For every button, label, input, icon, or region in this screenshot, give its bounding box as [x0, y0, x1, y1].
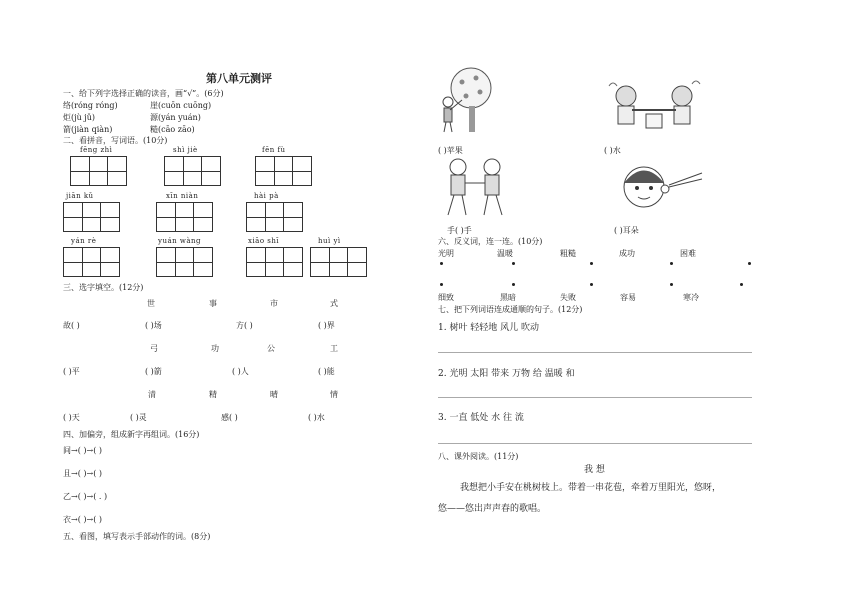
- writing-grid[interactable]: [246, 247, 303, 277]
- reading-item: 箭(jiàn qiàn): [63, 125, 113, 134]
- writing-grid[interactable]: [164, 156, 221, 186]
- pinyin-label: yán rè: [71, 237, 97, 245]
- fill-blank[interactable]: 感( ): [221, 413, 238, 422]
- poem-line: 悠——悠出声声春的歌唱。: [438, 504, 547, 514]
- fill-blank[interactable]: ( )平: [63, 367, 80, 376]
- fill-blank[interactable]: ( )灵: [130, 413, 147, 422]
- picture-caption[interactable]: ( )水: [604, 146, 621, 155]
- match-dot[interactable]: [740, 283, 743, 286]
- fill-blank[interactable]: ( )人: [232, 367, 249, 376]
- apple-tree-picture: [436, 66, 496, 136]
- match-dot[interactable]: [440, 262, 443, 265]
- pinyin-label: shì jiè: [173, 146, 198, 154]
- section-3-heading: 三、选字填空。(12分): [63, 283, 144, 292]
- match-dot[interactable]: [512, 262, 515, 265]
- section-8-heading: 八、课外阅读。(11分): [438, 452, 519, 461]
- fill-blank[interactable]: ( )天: [63, 413, 80, 422]
- writing-grid[interactable]: [63, 247, 120, 277]
- choice-char: 精: [209, 390, 217, 399]
- pinyin-label: huì yì: [318, 237, 341, 245]
- pinyin-label: hài pà: [254, 192, 279, 200]
- answer-line[interactable]: [438, 397, 752, 398]
- choice-char: 弓: [150, 344, 158, 353]
- antonym-top: 成功: [619, 249, 635, 258]
- reading-item: 源(yán yuán): [150, 113, 201, 122]
- reading-item: 炬(jù jǔ): [63, 113, 96, 122]
- fill-blank[interactable]: ( )界: [318, 321, 335, 330]
- fill-blank[interactable]: ( )场: [145, 321, 162, 330]
- choice-char: 情: [330, 390, 338, 399]
- choice-char: 世: [147, 299, 155, 308]
- fill-blank[interactable]: ( )能: [318, 367, 335, 376]
- writing-grid[interactable]: [310, 247, 367, 277]
- antonym-top: 光明: [438, 249, 454, 258]
- section-1-heading: 一、给下列字选择正确的读音，画“√”。(6分): [63, 89, 224, 98]
- antonym-bottom: 细致: [438, 293, 454, 302]
- pinyin-label: fēn fù: [262, 146, 286, 154]
- antonym-bottom: 寒冷: [683, 293, 699, 302]
- reading-item: 络(róng róng): [63, 101, 118, 110]
- picture-caption[interactable]: ( )苹果: [438, 146, 463, 155]
- sentence-words: 2. 光明 太阳 带来 万物 给 温暖 和: [438, 369, 575, 379]
- match-dot[interactable]: [670, 262, 673, 265]
- match-dot[interactable]: [748, 262, 751, 265]
- antonym-bottom: 容易: [620, 293, 636, 302]
- page-title: 第八单元测评: [206, 72, 272, 85]
- fill-blank[interactable]: 方( ): [236, 321, 253, 330]
- fill-blank[interactable]: ( )水: [308, 413, 325, 422]
- match-dot[interactable]: [590, 283, 593, 286]
- antonym-top: 困难: [680, 249, 696, 258]
- antonym-bottom: 失败: [560, 293, 576, 302]
- choice-char: 式: [330, 299, 338, 308]
- answer-line[interactable]: [438, 443, 752, 444]
- pinyin-label: fēng zhì: [80, 146, 113, 154]
- choice-char: 功: [211, 344, 219, 353]
- choice-char: 公: [267, 344, 275, 353]
- picture-caption[interactable]: ( )耳朵: [614, 226, 639, 235]
- choice-char: 晴: [270, 390, 278, 399]
- boy-ear-picture: [614, 155, 709, 220]
- radical-row[interactable]: 且→( )→( ): [63, 469, 102, 478]
- match-dot[interactable]: [590, 262, 593, 265]
- section-6-heading: 六、反义词，连一连。(10分): [438, 237, 543, 246]
- pinyin-label: jiān kǔ: [66, 192, 94, 200]
- writing-grid[interactable]: [156, 247, 213, 277]
- poem-title: 我 想: [584, 465, 605, 475]
- antonym-bottom: 黑暗: [500, 293, 516, 302]
- writing-grid[interactable]: [255, 156, 312, 186]
- reading-item: 崖(cuōn cuōng): [150, 101, 212, 110]
- picture-caption[interactable]: 手( )手: [447, 226, 472, 235]
- section-5-heading: 五、看图，填写表示手部动作的词。(8分): [63, 532, 211, 541]
- choice-char: 清: [148, 390, 156, 399]
- reading-item: 糙(cāo zāo): [150, 125, 195, 134]
- choice-char: 事: [209, 299, 217, 308]
- match-dot[interactable]: [512, 283, 515, 286]
- radical-row[interactable]: 衣→( )→( ): [63, 515, 102, 524]
- antonym-top: 温暖: [497, 249, 513, 258]
- fill-blank[interactable]: 故( ): [63, 321, 80, 330]
- pinyin-label: yuán wàng: [158, 237, 202, 245]
- writing-grid[interactable]: [63, 202, 120, 232]
- section-7-heading: 七、把下列词语连成通顺的句子。(12分): [438, 305, 583, 314]
- match-dot[interactable]: [440, 283, 443, 286]
- radical-row[interactable]: 乙→( )→( . ): [63, 492, 108, 501]
- pinyin-label: xīn niàn: [166, 192, 199, 200]
- answer-line[interactable]: [438, 352, 752, 353]
- sentence-words: 1. 树叶 轻轻地 风儿 吹动: [438, 323, 540, 333]
- kids-holding-hands-picture: [436, 155, 516, 225]
- writing-grid[interactable]: [156, 202, 213, 232]
- antonym-top: 粗糙: [560, 249, 576, 258]
- choice-char: 工: [330, 344, 338, 353]
- pinyin-label: xiāo shī: [248, 237, 280, 245]
- radical-row[interactable]: 间→( )→( ): [63, 446, 102, 455]
- writing-grid[interactable]: [246, 202, 303, 232]
- fill-blank[interactable]: ( )箭: [145, 367, 162, 376]
- poem-line: 我想把小手安在桃树枝上。带着一串花苞，牵着万里阳光，悠呀，: [460, 483, 722, 493]
- section-4-heading: 四、加偏旁，组成新字再组词。(16分): [63, 430, 200, 439]
- match-dot[interactable]: [670, 283, 673, 286]
- choice-char: 市: [270, 299, 278, 308]
- writing-grid[interactable]: [70, 156, 127, 186]
- section-2-heading: 二、看拼音，写词语。(10分): [63, 136, 168, 145]
- monkeys-carrying-water-picture: [604, 76, 704, 136]
- sentence-words: 3. 一直 低处 水 往 流: [438, 413, 524, 423]
